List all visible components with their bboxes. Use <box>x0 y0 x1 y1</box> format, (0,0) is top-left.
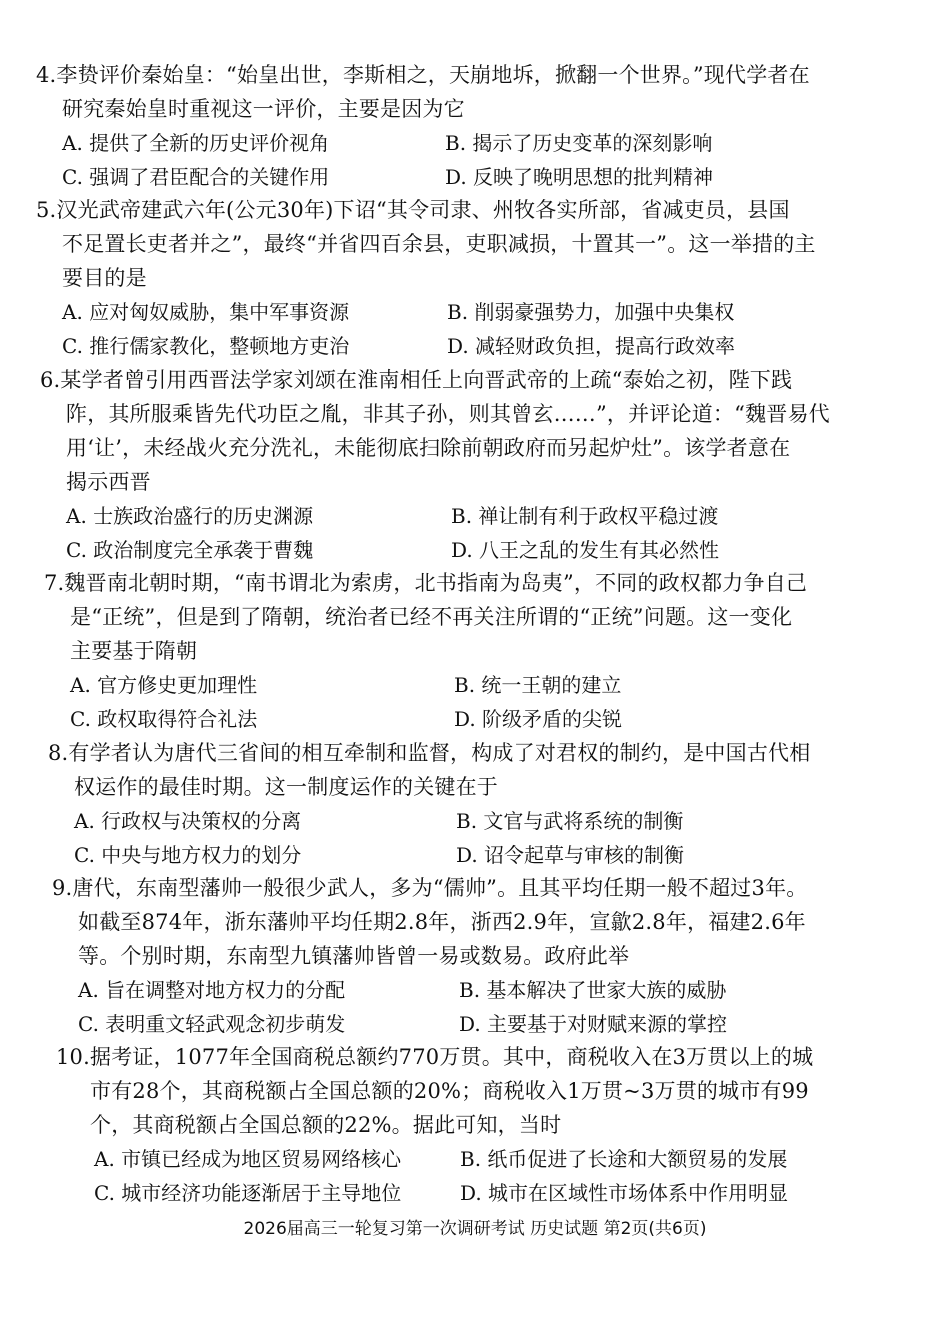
question-8-stem-line-2: 权运作的最佳时期。这一制度运作的关键在于 <box>74 775 498 799</box>
question-7-option-d[interactable]: D. 阶级矛盾的尖锐 <box>454 707 623 731</box>
question-10-stem-line-2: 市有28个，其商税额占全国总额的20%；商税收入1万贯~3万贯的城市有99 <box>90 1079 809 1103</box>
question-6-option-c[interactable]: C. 政治制度完全承袭于曹魏 <box>66 538 314 562</box>
question-6-option-b[interactable]: B. 禅让制有利于政权平稳过渡 <box>451 504 719 528</box>
question-7-option-a[interactable]: A. 官方修史更加理性 <box>70 673 258 697</box>
question-7-option-b[interactable]: B. 统一王朝的建立 <box>454 673 622 697</box>
question-7-option-c[interactable]: C. 政权取得符合礼法 <box>70 707 258 731</box>
question-6-option-a[interactable]: A. 士族政治盛行的历史渊源 <box>66 504 314 528</box>
question-10-option-a[interactable]: A. 市镇已经成为地区贸易网络核心 <box>94 1147 402 1171</box>
question-4-stem-line-2: 研究秦始皇时重视这一评价，主要是因为它 <box>62 97 465 121</box>
question-7-stem-line-2: 是“正统”，但是到了隋朝，统治者已经不再关注所谓的“正统”问题。这一变化 <box>70 605 793 629</box>
question-10-option-b[interactable]: B. 纸币促进了长途和大额贸易的发展 <box>460 1147 788 1171</box>
question-9-stem-line-1: 9.唐代，东南型藩帅一般很少武人，多为“儒帅”。且其平均任期一般不超过3年。 <box>52 876 808 900</box>
question-9-stem-line-2: 如截至874年，浙东藩帅平均任期2.8年，浙西2.9年，宣歙2.8年，福建2.6年 <box>78 910 806 934</box>
question-8-option-d[interactable]: D. 诏令起草与审核的制衡 <box>456 843 685 867</box>
question-10-option-d[interactable]: D. 城市在区域性市场体系中作用明显 <box>460 1181 789 1205</box>
question-10-stem-line-3: 个，其商税额占全国总额的22%。据此可知，当时 <box>90 1113 562 1137</box>
question-6-stem-line-1: 6.某学者曾引用西晋法学家刘颂在淮南相任上向晋武帝的上疏“泰始之初，陛下践 <box>40 368 793 392</box>
question-5-option-a[interactable]: A. 应对匈奴威胁，集中军事资源 <box>62 300 350 324</box>
question-6-option-d[interactable]: D. 八王之乱的发生有其必然性 <box>451 538 720 562</box>
question-5-option-c[interactable]: C. 推行儒家教化，整顿地方吏治 <box>62 334 350 358</box>
question-5-stem-line-3: 要目的是 <box>62 266 147 290</box>
question-8-option-c[interactable]: C. 中央与地方权力的划分 <box>74 843 302 867</box>
question-8-option-a[interactable]: A. 行政权与决策权的分离 <box>74 809 302 833</box>
question-6-stem-line-4: 揭示西晋 <box>66 470 151 494</box>
question-5-option-b[interactable]: B. 削弱豪强势力，加强中央集权 <box>447 300 735 324</box>
question-6-stem-line-2: 阼，其所服乘皆先代功臣之胤，非其子孙，则其曾玄……”，并评论道：“魏晋易代 <box>66 402 830 426</box>
question-6-stem-line-3: 用‘让’，未经战火充分洗礼，未能彻底扫除前朝政府而另起炉灶”。该学者意在 <box>66 436 791 460</box>
question-9-option-c[interactable]: C. 表明重文轻武观念初步萌发 <box>78 1012 346 1036</box>
question-8-stem-line-1: 8.有学者认为唐代三省间的相互牵制和监督，构成了对君权的制约，是中国古代相 <box>48 741 811 765</box>
question-4-option-a[interactable]: A. 提供了全新的历史评价视角 <box>62 131 330 155</box>
question-4-option-c[interactable]: C. 强调了君臣配合的关键作用 <box>62 165 330 189</box>
question-7-stem-line-1: 7.魏晋南北朝时期，“南书谓北为索虏，北书指南为岛夷”，不同的政权都力争自己 <box>44 571 808 595</box>
question-4-option-d[interactable]: D. 反映了晚明思想的批判精神 <box>445 165 714 189</box>
question-9-option-b[interactable]: B. 基本解决了世家大族的威胁 <box>459 978 727 1002</box>
question-10-option-c[interactable]: C. 城市经济功能逐渐居于主导地位 <box>94 1181 402 1205</box>
page-footer: 2026届高三一轮复习第一次调研考试 历史试题 第2页(共6页) <box>243 1219 707 1239</box>
question-5-stem-line-2: 不足置长吏者并之”，最终“并省四百余县，吏职减损，十置其一”。这一举措的主 <box>62 232 816 256</box>
question-9-option-a[interactable]: A. 旨在调整对地方权力的分配 <box>78 978 346 1002</box>
question-9-stem-line-3: 等。个别时期，东南型九镇藩帅皆曾一易或数易。政府此举 <box>78 944 630 968</box>
question-8-option-b[interactable]: B. 文官与武将系统的制衡 <box>456 809 684 833</box>
question-5-stem-line-1: 5.汉光武帝建武六年(公元30年)下诏“其令司隶、州牧各实所部，省减吏员，县国 <box>36 198 790 222</box>
question-4-option-b[interactable]: B. 揭示了历史变革的深刻影响 <box>445 131 713 155</box>
question-5-option-d[interactable]: D. 减轻财政负担，提高行政效率 <box>447 334 736 358</box>
question-9-option-d[interactable]: D. 主要基于对财赋来源的掌控 <box>459 1012 728 1036</box>
question-10-stem-line-1: 10.据考证，1077年全国商税总额约770万贯。其中，商税收入在3万贯以上的城 <box>56 1045 814 1069</box>
question-4-stem-line-1: 4.李贽评价秦始皇：“始皇出世，李斯相之，天崩地坼，掀翻一个世界。”现代学者在 <box>36 63 810 87</box>
question-7-stem-line-3: 主要基于隋朝 <box>70 639 198 663</box>
